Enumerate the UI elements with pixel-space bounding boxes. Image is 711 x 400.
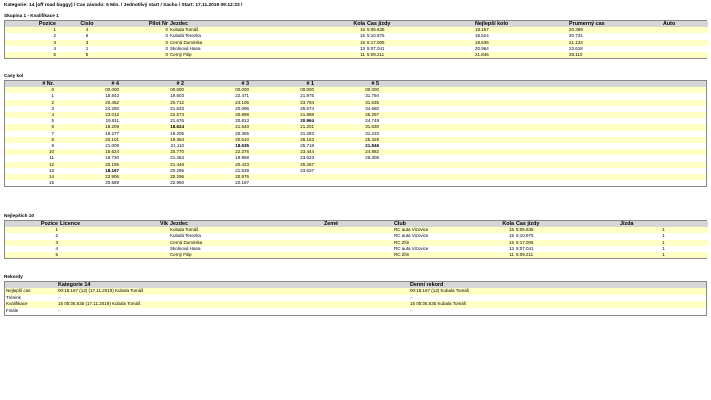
cell-run: 1 (619, 233, 708, 239)
lap-time: 31.233 (315, 131, 380, 137)
records-row (5, 288, 706, 295)
cell-time: 5:17.005 (515, 240, 619, 246)
record-label: Finále (5, 308, 57, 315)
lap-time: 22.187 (185, 180, 250, 186)
lap-number: 6 (5, 124, 55, 130)
cell-driver: Cerný Filip (169, 52, 349, 58)
lap-time: 23.637 (250, 168, 315, 174)
cell-car (662, 52, 708, 58)
lap-number: 7 (5, 131, 55, 137)
lap-time: 21.540 (185, 124, 250, 130)
lap-number: 12 (5, 162, 55, 168)
cell-laps: 15 (495, 233, 515, 239)
records-row (5, 301, 706, 308)
lap-time: 18.635 (185, 143, 250, 149)
records-row (5, 308, 706, 315)
lap-time: 22.376 (185, 149, 250, 155)
lap-time: 20.423 (185, 162, 250, 168)
lap-time: 31.794 (315, 93, 380, 99)
lap-number: 13 (5, 168, 55, 174)
col-header: Auto (662, 21, 708, 27)
lap-number: 0 (5, 87, 55, 93)
cell-num: 6 (57, 33, 117, 39)
cell-num: 5 (57, 52, 117, 58)
lap-time: 31.630 (315, 124, 380, 130)
lap-time: 00.000 (315, 87, 380, 93)
cell-laps: 13 (349, 46, 366, 52)
lap-time: 24.106 (185, 100, 250, 106)
cell-time: 5:05.635 (366, 27, 474, 33)
lap-time: 22.906 (55, 174, 120, 180)
cell-time: 5:10.975 (515, 233, 619, 239)
lap-time: 00.000 (250, 87, 315, 93)
results-table (4, 20, 707, 59)
cell-driver: Kubalá Terezka (169, 233, 323, 239)
col-header: # 5 (315, 81, 380, 87)
col-header: Vik (129, 221, 169, 227)
lap-number: 8 (5, 137, 55, 143)
lap-time: 19.968 (185, 155, 250, 161)
lap-time: 31.635 (315, 100, 380, 106)
lap-time: 24.882 (315, 149, 380, 155)
cell-pos: 3 (5, 240, 59, 246)
col-header: # 4 (55, 81, 120, 87)
lap-time: 25.718 (250, 143, 315, 149)
lap-time: 23.623 (250, 155, 315, 161)
lap-number: 3 (5, 106, 55, 112)
cell-driver: Kubala Tomáš (169, 227, 323, 233)
lap-time (315, 180, 380, 186)
top10-row (5, 252, 708, 258)
cell-pos: 4 (5, 46, 57, 52)
lap-time: 20.296 (120, 174, 185, 180)
cell-club: RC Zlín (393, 252, 495, 258)
lap-time: 20.976 (185, 174, 250, 180)
col-header: Cislo (57, 21, 117, 27)
lap-time: 21.975 (250, 93, 315, 99)
record-category: - (57, 308, 409, 315)
cell-pos: 1 (5, 27, 57, 33)
lap-time: 19.277 (55, 131, 120, 137)
laps-table (4, 80, 707, 187)
cell-avg: 20.389 (568, 27, 662, 33)
lap-time: 18.843 (55, 93, 120, 99)
col-header: Kola (349, 21, 366, 27)
lap-time: 00.000 (55, 87, 120, 93)
cell-club: RC auta Vizovice (393, 233, 495, 239)
lap-number: 1 (5, 93, 55, 99)
lap-time: 18.730 (55, 155, 120, 161)
cell-club: RC auta Vizovice (393, 227, 495, 233)
cell-best: 18.635 (474, 40, 568, 46)
lap-time: 20.770 (120, 149, 185, 155)
col-header: Nejlepší kolo (474, 21, 568, 27)
cell-pilot: 0 (117, 52, 169, 58)
lap-time: 25.267 (250, 162, 315, 168)
col-header: Jezdec (169, 21, 349, 27)
records-row (5, 295, 706, 302)
lap-time: 26.163 (250, 137, 315, 143)
record-day: 15 05:05.635 Kubala Tomáš (409, 301, 706, 308)
lap-time: 21.846 (315, 143, 380, 149)
cell-best: 18.624 (474, 33, 568, 39)
col-header: Cas jízdy (515, 221, 619, 227)
lap-time: 21.539 (185, 168, 250, 174)
col-header: Pozice (5, 221, 59, 227)
cell-best: 21.846 (474, 52, 568, 58)
cell-avg: 21.133 (568, 40, 662, 46)
cell-avg: 28.110 (568, 52, 662, 58)
cell-pos: 2 (5, 233, 59, 239)
record-category: 00:18.167 (13) (17.11.2019) Kubala Tomáš (57, 288, 409, 295)
cell-avg: 23.618 (568, 46, 662, 52)
cell-num: 1 (57, 46, 117, 52)
laps-label: Casy kol (4, 73, 24, 78)
col-header: Kategorie 14 (57, 282, 409, 288)
cell-vik (129, 252, 169, 258)
cell-pilot: 0 (117, 27, 169, 33)
col-header: Prumerný cas (568, 21, 662, 27)
cell-club: RC Zlín (393, 240, 495, 246)
lap-time: 20.452 (55, 100, 120, 106)
cell-laps: 15 (495, 227, 515, 233)
lap-time: 21.009 (55, 143, 120, 149)
page-title: Kategorie: 14 [off road buggy] / Cas závodu: 5 Min. / Jednotlivý start / Sachu / Start: 17.11.2019 09:12:23 / (4, 3, 243, 8)
cell-run: 1 (619, 252, 708, 258)
lap-time: 22.471 (185, 93, 250, 99)
cell-run: 1 (619, 240, 708, 246)
record-day: 00:18.167 (13) Kubala Tomáš (409, 288, 706, 295)
col-header: Jezdec (169, 221, 323, 227)
lap-number: 15 (5, 180, 55, 186)
lap-time: 20.813 (185, 118, 250, 124)
col-header: Jízda (619, 221, 708, 227)
col-header: # 1 (250, 81, 315, 87)
lap-time: 22.573 (120, 112, 185, 118)
cell-licence (59, 252, 129, 258)
cell-time: 5:10.975 (366, 33, 474, 39)
lap-number: 9 (5, 143, 55, 149)
cell-num: 3 (57, 40, 117, 46)
lap-time: 24.250 (55, 106, 120, 112)
lap-time: 23.012 (55, 112, 120, 118)
cell-time: 5:09.211 (515, 252, 619, 258)
cell-laps: 15 (349, 40, 366, 46)
lap-number: 2 (5, 100, 55, 106)
records-label: Rekordy (4, 274, 23, 279)
lap-time: 18.209 (55, 124, 120, 130)
lap-time: 20.296 (120, 168, 185, 174)
lap-time: 00.000 (185, 87, 250, 93)
lap-number: 4 (5, 112, 55, 118)
blank-cell (380, 180, 706, 186)
cell-pilot: 0 (117, 40, 169, 46)
lap-time: 20.589 (55, 180, 120, 186)
lap-number: 5 (5, 118, 55, 124)
cell-driver: Cerný Filip (169, 252, 323, 258)
lap-time: 34.660 (315, 106, 380, 112)
cell-driver: Skolnová Hana (169, 246, 323, 252)
lap-time: 20.195 (55, 162, 120, 168)
lap-time: 00.000 (120, 87, 185, 93)
lap-number: 11 (5, 155, 55, 161)
record-label: Trénink (5, 295, 57, 302)
col-header: # Nr. (5, 81, 55, 87)
cell-pos: 2 (5, 33, 57, 39)
cell-time: 5:05.635 (515, 227, 619, 233)
lap-time: 19.205 (120, 131, 185, 137)
cell-pos: 5 (5, 252, 59, 258)
lap-time (250, 180, 315, 186)
cell-pos: 5 (5, 52, 57, 58)
lap-time: 20.101 (55, 137, 120, 143)
record-label: Nejlepší cas (5, 288, 57, 295)
lap-time: 18.624 (120, 124, 185, 130)
lap-time: 23.444 (250, 149, 315, 155)
col-header: # 3 (185, 81, 250, 87)
cell-driver: Cerná Dominika (169, 240, 323, 246)
cell-laps: 15 (495, 240, 515, 246)
cell-time: 5:07.041 (366, 46, 474, 52)
lap-time: 21.201 (250, 124, 315, 130)
cell-pos: 3 (5, 40, 57, 46)
lap-time: 18.167 (55, 168, 120, 174)
cell-best: 20.964 (474, 46, 568, 52)
col-header: Zemé (323, 221, 393, 227)
lap-time: 21.110 (120, 143, 185, 149)
top10-label: Nejlepších 10 (4, 213, 34, 218)
cell-club: RC auta Vizovice (393, 246, 495, 252)
lap-time: 21.283 (250, 131, 315, 137)
cell-laps: 11 (495, 252, 515, 258)
lap-time: 21.676 (120, 118, 185, 124)
cell-time: 5:09.211 (366, 52, 474, 58)
records-table (4, 281, 707, 316)
results-row (5, 52, 708, 58)
cell-pos: 4 (5, 246, 59, 252)
laps-row (5, 180, 706, 186)
cell-driver: Kubalá Terezka (169, 33, 349, 39)
lap-time: 22.960 (120, 180, 185, 186)
lap-time: 20.898 (185, 112, 250, 118)
cell-laps: 11 (349, 52, 366, 58)
cell-zeme (323, 252, 393, 258)
lap-time: 20.510 (185, 137, 250, 143)
lap-time: 20.712 (120, 100, 185, 106)
record-day: - (409, 295, 706, 302)
cell-best: 18.167 (474, 27, 568, 33)
top10-table (4, 220, 707, 259)
lap-time: 18.624 (55, 149, 120, 155)
lap-time: 20.365 (185, 131, 250, 137)
col-header: Licence (59, 221, 129, 227)
lap-time: 26.674 (250, 106, 315, 112)
lap-number: 10 (5, 149, 55, 155)
lap-time: 21.633 (120, 106, 185, 112)
record-category: - (57, 295, 409, 302)
lap-time: 19.364 (120, 137, 185, 143)
lap-time: 26.306 (315, 155, 380, 161)
col-header: Denní rekord (409, 282, 706, 288)
lap-time: 24.749 (315, 118, 380, 124)
cell-laps: 13 (495, 246, 515, 252)
cell-driver: Skolnová Hana (169, 46, 349, 52)
lap-number: 14 (5, 174, 55, 180)
record-category: 15 05:05.635 (17.11.2019) Kubala Tomáš (57, 301, 409, 308)
col-header: Cas jízdy (366, 21, 474, 27)
col-header: Club (393, 221, 495, 227)
cell-driver: Cerná Dominika (169, 40, 349, 46)
lap-time: 25.297 (315, 112, 380, 118)
cell-avg: 20.731 (568, 33, 662, 39)
cell-run: 1 (619, 246, 708, 252)
lap-time: 19.911 (55, 118, 120, 124)
lap-time: 20.096 (185, 106, 250, 112)
lap-time: 21.448 (120, 162, 185, 168)
lap-time: 19.603 (120, 93, 185, 99)
cell-laps: 15 (349, 27, 366, 33)
cell-pilot: 0 (117, 33, 169, 39)
cell-time: 5:17.005 (366, 40, 474, 46)
lap-time: 23.794 (250, 100, 315, 106)
lap-time: 20.964 (250, 118, 315, 124)
col-header: # 2 (120, 81, 185, 87)
cell-pos: 1 (5, 227, 59, 233)
record-day: - (409, 308, 706, 315)
lap-time: 21.888 (250, 112, 315, 118)
cell-time: 5:07.041 (515, 246, 619, 252)
lap-time: 25.329 (315, 137, 380, 143)
cell-driver: Kubala Tomáš (169, 27, 349, 33)
cell-pilot: 0 (117, 46, 169, 52)
cell-num: 4 (57, 27, 117, 33)
group-label: Skupina 1 - Kvalifikace 1 (4, 13, 59, 18)
cell-run: 1 (619, 227, 708, 233)
col-header: Kola (495, 221, 515, 227)
col-header: Pilot Nr (117, 21, 169, 27)
record-label: Kvalifikace (5, 301, 57, 308)
lap-time: 21.454 (120, 155, 185, 161)
col-header: Pozice (5, 21, 57, 27)
cell-laps: 15 (349, 33, 366, 39)
